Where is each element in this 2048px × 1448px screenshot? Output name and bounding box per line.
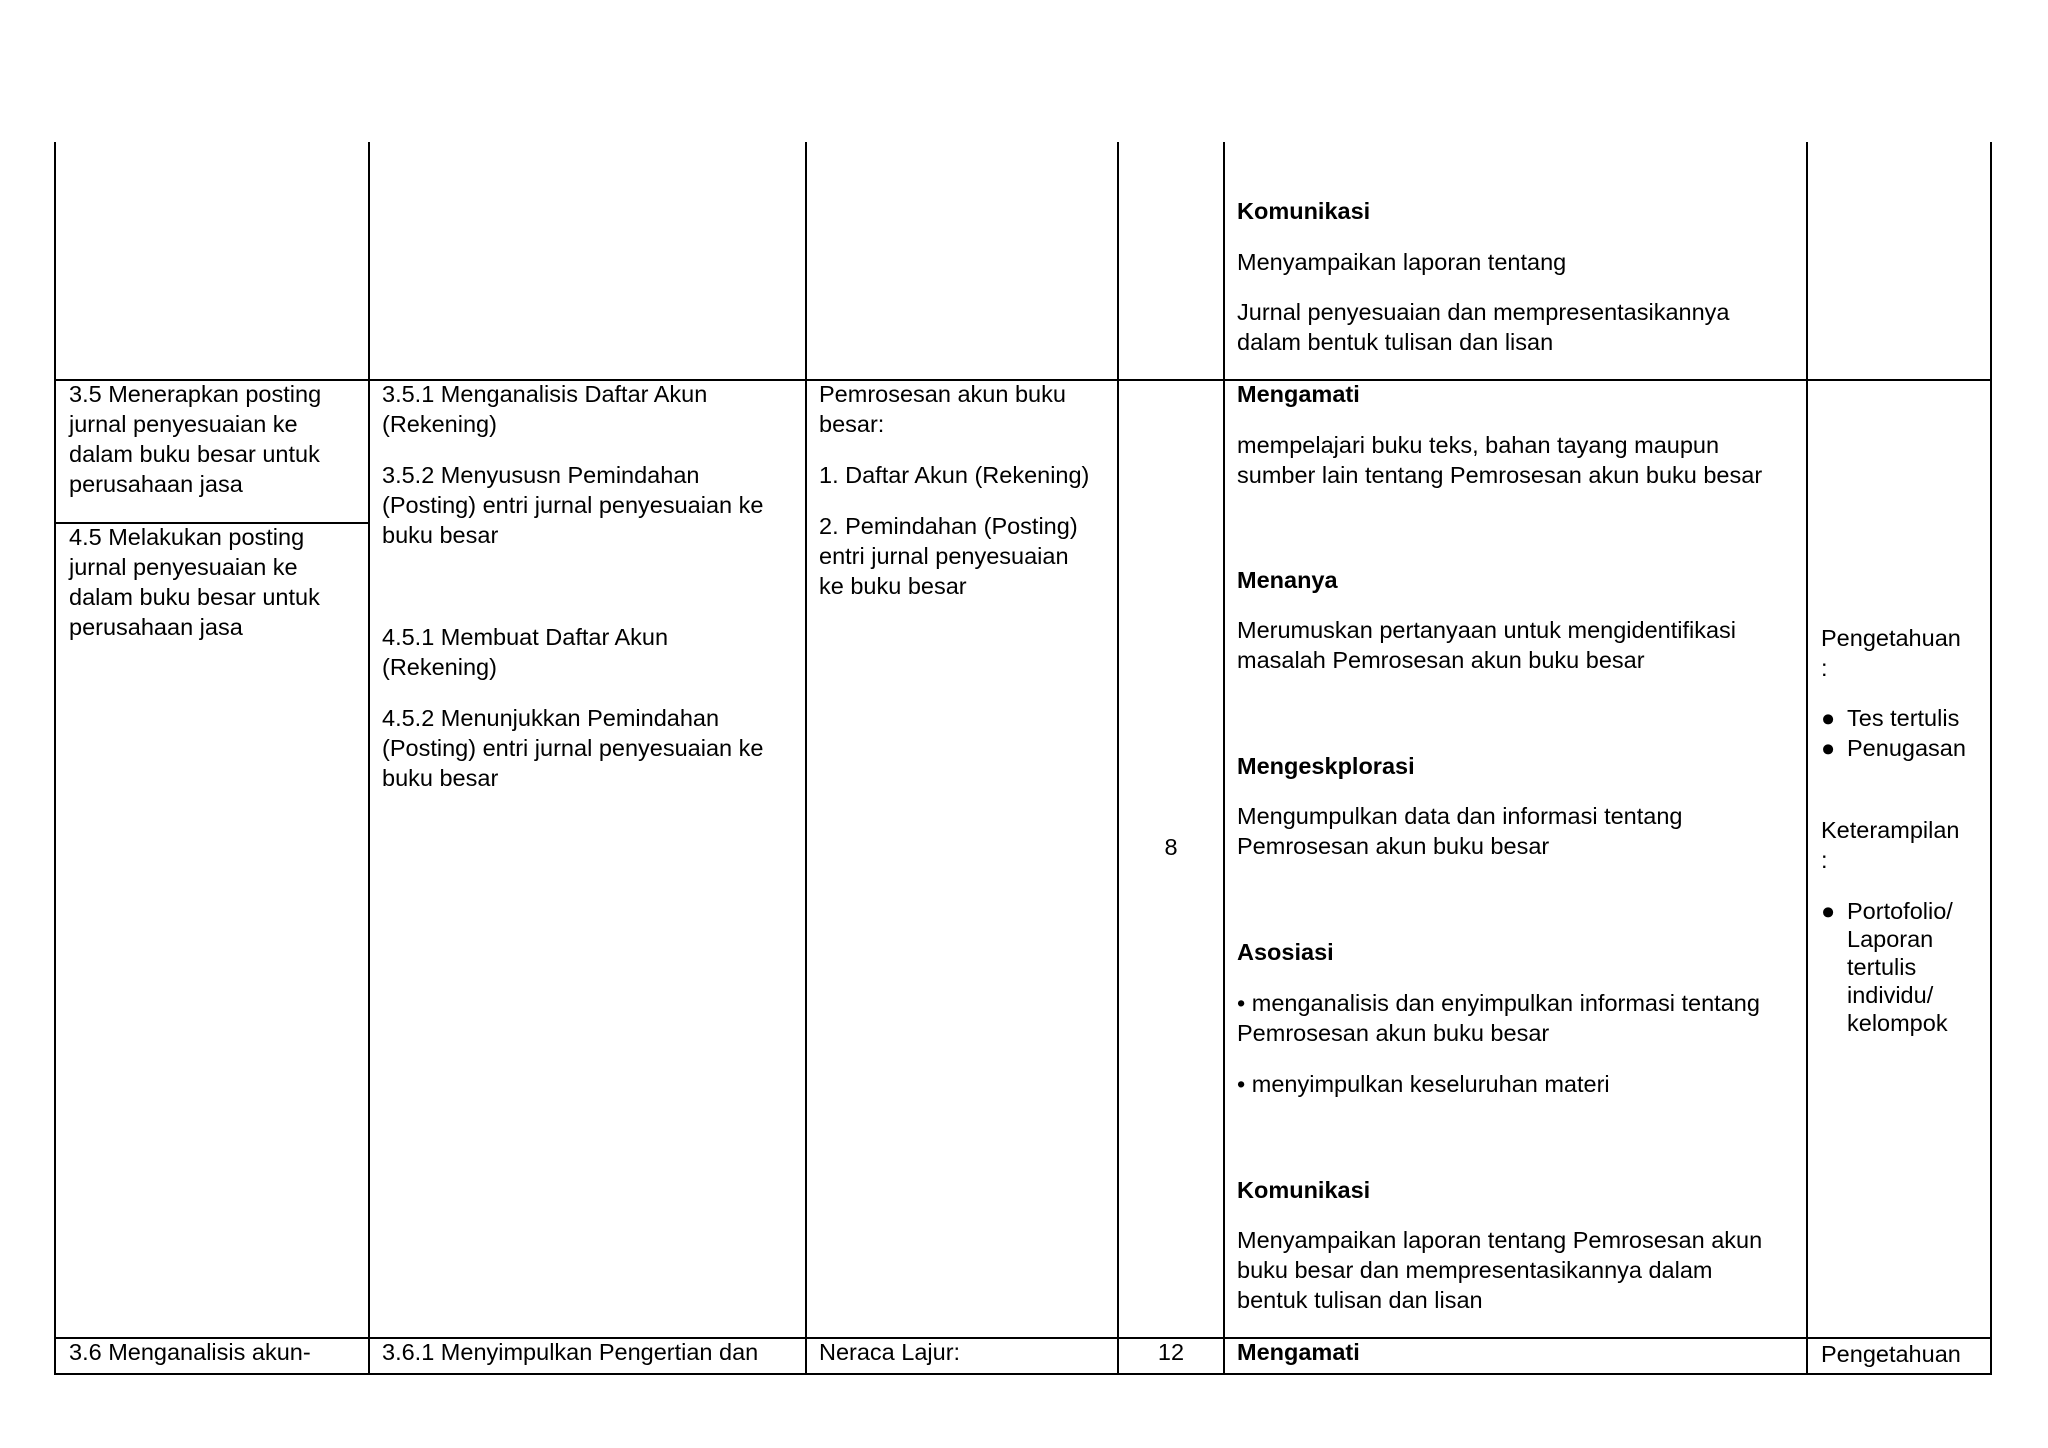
activity-text: Jurnal penyesuaian dan mempresentasikannya	[1237, 299, 1730, 325]
indikator-4-5-1: 4.5.1 Membuat Daftar Akun	[382, 624, 669, 650]
grid-line	[1223, 142, 1225, 1373]
indikator-4-5-2: (Posting) entri jurnal penyesuaian ke	[382, 735, 764, 761]
penilaian-item: individu/	[1847, 982, 1934, 1008]
materi-item: 1. Daftar Akun (Rekening)	[819, 462, 1090, 488]
grid-line	[54, 142, 56, 1373]
penilaian-item: Portofolio/	[1847, 898, 1953, 924]
activity-heading: Asosiasi	[1237, 939, 1334, 965]
kd-4-5: dalam buku besar untuk	[69, 584, 320, 610]
activity-text: Pemrosesan akun buku besar	[1237, 1020, 1550, 1046]
indikator-4-5-2: buku besar	[382, 765, 499, 791]
indikator-3-5-1: (Rekening)	[382, 411, 497, 437]
materi-title: Pemrosesan akun buku	[819, 381, 1066, 407]
activity-text: Pemrosesan akun buku besar	[1237, 833, 1550, 859]
penilaian-item: Laporan	[1847, 926, 1934, 952]
penilaian-item: tertulis	[1847, 954, 1917, 980]
activity-text: • menyimpulkan keseluruhan materi	[1237, 1071, 1610, 1097]
activity-text: Merumuskan pertanyaan untuk mengidentifikasi	[1237, 617, 1736, 643]
kd-3-6: 3.6 Menganalisis akun-	[69, 1339, 311, 1365]
grid-line	[54, 1337, 1992, 1339]
alokasi-waktu: 8	[1164, 834, 1178, 860]
indikator-4-5-2: 4.5.2 Menunjukkan Pemindahan	[382, 705, 720, 731]
indikator-3-5-2: buku besar	[382, 522, 499, 548]
indikator-3-6-1: 3.6.1 Menyimpulkan Pengertian dan	[382, 1339, 759, 1365]
activity-text: Mengumpulkan data dan informasi tentang	[1237, 803, 1683, 829]
activity-text: Menyampaikan laporan tentang	[1237, 249, 1567, 275]
penilaian-pengetahuan: :	[1821, 655, 1828, 681]
grid-line	[368, 142, 370, 1373]
penilaian-keterampilan: Keterampilan	[1821, 817, 1960, 843]
activity-heading: Komunikasi	[1237, 1177, 1371, 1203]
kd-3-5: dalam buku besar untuk	[69, 441, 320, 467]
activity-heading: Mengeskplorasi	[1237, 753, 1415, 779]
indikator-4-5-1: (Rekening)	[382, 654, 497, 680]
penilaian-keterampilan: :	[1821, 847, 1828, 873]
grid-line	[54, 1373, 1992, 1375]
activity-text: buku besar dan mempresentasikannya dalam	[1237, 1257, 1713, 1283]
materi-item: entri jurnal penyesuaian	[819, 543, 1069, 569]
penilaian-item: Penugasan	[1847, 735, 1966, 761]
indikator-3-5-2: (Posting) entri jurnal penyesuaian ke	[382, 492, 764, 518]
kd-3-5: perusahaan jasa	[69, 471, 243, 497]
kd-4-5: perusahaan jasa	[69, 614, 243, 640]
activity-heading: Menanya	[1237, 567, 1338, 593]
activity-text: dalam bentuk tulisan dan lisan	[1237, 329, 1554, 355]
activity-text: sumber lain tentang Pemrosesan akun buku besar	[1237, 462, 1763, 488]
activity-text: bentuk tulisan dan lisan	[1237, 1287, 1483, 1313]
kd-3-5: 3.5 Menerapkan posting	[69, 381, 322, 407]
indikator-3-5-1: 3.5.1 Menganalisis Daftar Akun	[382, 381, 708, 407]
materi-title: besar:	[819, 411, 885, 437]
penilaian-item: Tes tertulis	[1847, 705, 1960, 731]
alokasi-waktu: 12	[1157, 1339, 1185, 1365]
penilaian-pengetahuan: Pengetahuan	[1821, 1341, 1961, 1367]
activity-text: • menganalisis dan enyimpulkan informasi tentang	[1237, 990, 1760, 1016]
materi-title: Neraca Lajur:	[819, 1339, 961, 1365]
kd-3-5: jurnal penyesuaian ke	[69, 411, 298, 437]
materi-item: 2. Pemindahan (Posting)	[819, 513, 1078, 539]
activity-text: masalah Pemrosesan akun buku besar	[1237, 647, 1645, 673]
materi-item: ke buku besar	[819, 573, 967, 599]
indikator-3-5-2: 3.5.2 Menyususn Pemindahan	[382, 462, 700, 488]
grid-line	[1990, 142, 1992, 1373]
grid-line	[1806, 142, 1808, 1373]
activity-text: mempelajari buku teks, bahan tayang maupun	[1237, 432, 1720, 458]
penilaian-item: kelompok	[1847, 1010, 1948, 1036]
grid-line	[805, 142, 807, 1373]
grid-line	[1117, 142, 1119, 1373]
kd-4-5: 4.5 Melakukan posting	[69, 524, 305, 550]
activity-heading: Mengamati	[1237, 381, 1360, 407]
bullet-icon: ●	[1821, 705, 1836, 731]
kd-4-5: jurnal penyesuaian ke	[69, 554, 298, 580]
bullet-icon: ●	[1821, 735, 1836, 761]
activity-text: Menyampaikan laporan tentang Pemrosesan akun	[1237, 1227, 1763, 1253]
activity-heading: Komunikasi	[1237, 198, 1371, 224]
penilaian-pengetahuan: Pengetahuan	[1821, 625, 1961, 651]
bullet-icon: ●	[1821, 898, 1836, 924]
activity-heading: Mengamati	[1237, 1339, 1360, 1365]
